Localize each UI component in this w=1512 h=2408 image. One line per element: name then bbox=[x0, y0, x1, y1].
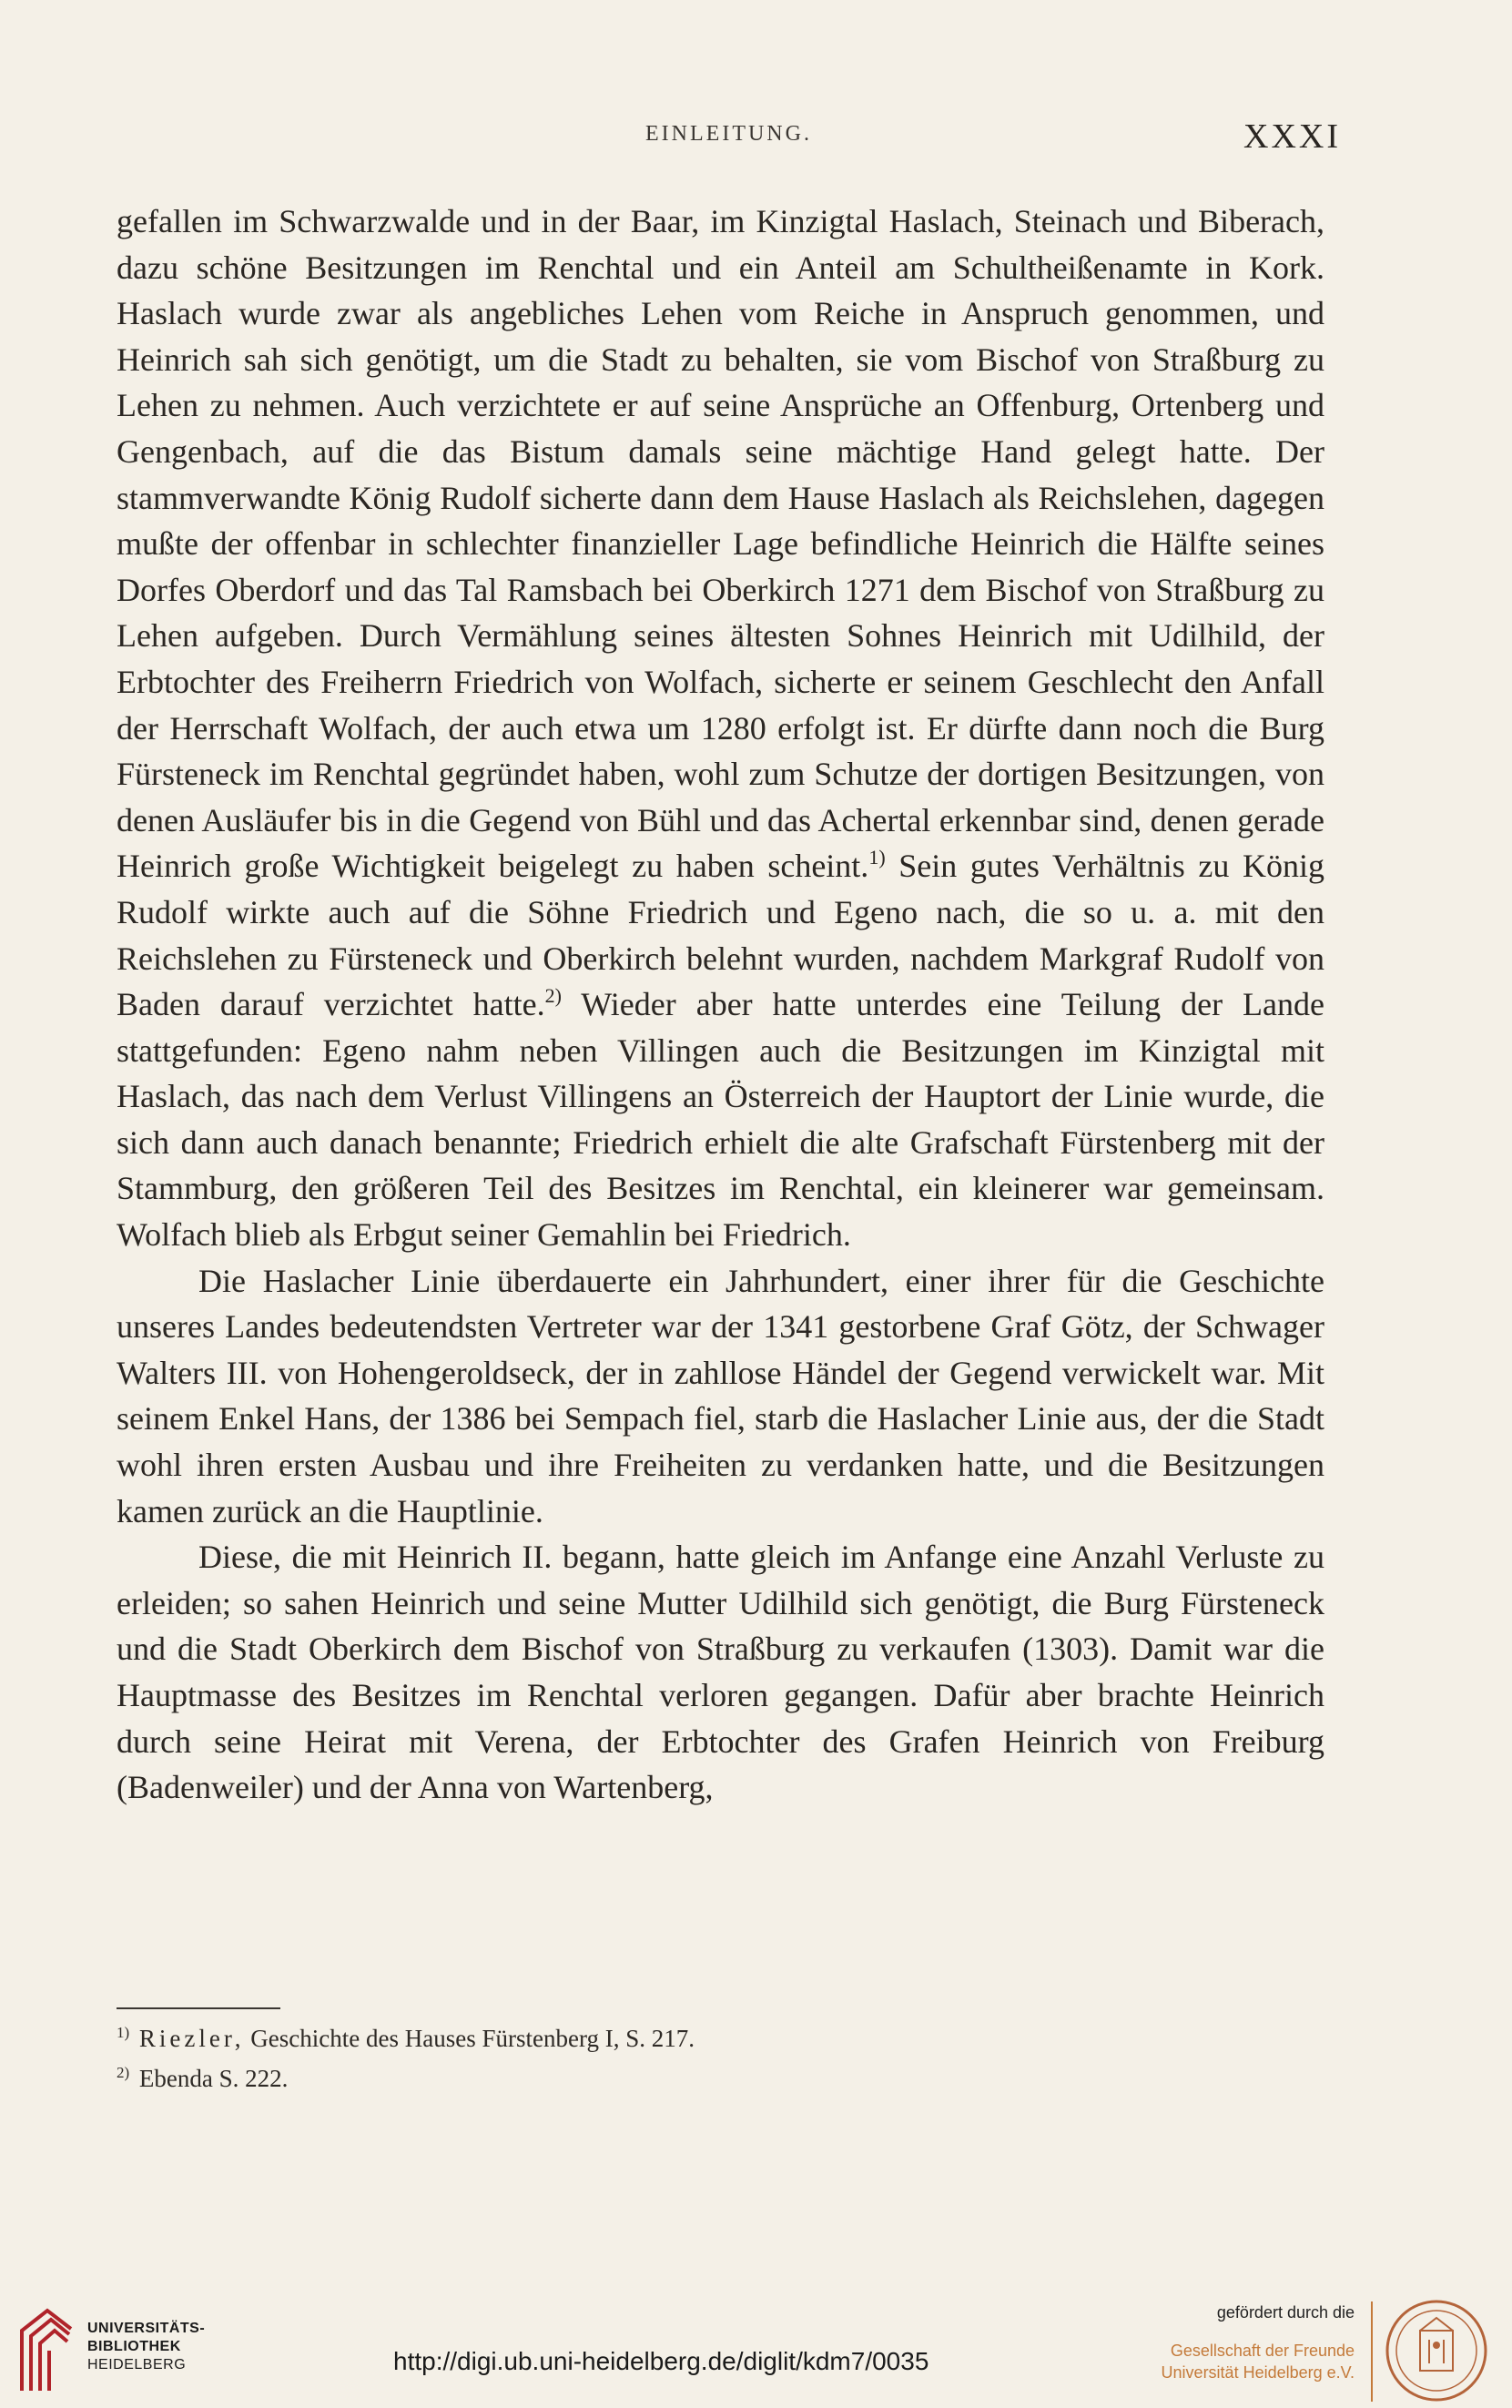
library-line-1: UNIVERSITÄTS- bbox=[87, 2321, 206, 2336]
footnote-reference[interactable]: 1) bbox=[868, 846, 886, 869]
paragraph-text: gefallen im Schwarzwalde und in der Baar, im Kinzigtal Haslach, Steinach und Biberach, dazu schöne Besitzungen im Renchtal und ein Anteil am Schultheißenamte in Kork. Haslach wurde zwar als angebliches Lehen vom Reiche in Anspruch genommen, und Heinrich sah sich genötigt, um die Stadt zu behalten, sie vom Bischof von Straßburg zu Lehen zu nehmen. Auch verzichtete er auf seine Ansprüche an Offenburg, Ortenberg und Gengenbach, auf die das Bistum damals seine mächtige Hand gelegt hatte. Der stammverwandte König Rudolf sicherte dann dem Hause Haslach als Reichslehen, dagegen mußte der offenbar in schlechter finanzieller Lage befindliche Heinrich die Hälfte seines Dorfes Oberdorf und das Tal Ramsbach bei Oberkirch 1271 dem Bischof von Straßburg zu Lehen aufgeben. Durch Vermählung seines ältesten Sohnes Heinrich mit Udilhild, der Erbtochter des Freiherrn Friedrich von Wolfach, sicherte er seinem Geschlecht den Anfall der Herrschaft Wolfach, der auch etwa um 1280 erfolgt ist. Er dürfte dann noch die Burg Fürsteneck im Renchtal gegründet haben, wohl zum Schutze der dortigen Besitzungen, von denen Ausläufer bis in die Gegend von Bühl und das Achertal erkennbar sind, denen gerade Heinrich große Wichtigkeit beigelegt zu haben scheint. bbox=[117, 203, 1324, 885]
permalink-url[interactable]: http://digi.ub.uni-heidelberg.de/diglit/kdm7/0035 bbox=[393, 2347, 929, 2375]
university-library-logo bbox=[15, 2303, 78, 2394]
footnotes bbox=[117, 2018, 1118, 2098]
footnote-mark: 1) bbox=[117, 2024, 130, 2041]
footnote-text: Geschichte des Hauses Fürstenberg I, S. 217. bbox=[250, 2025, 695, 2052]
library-line-3: HEIDELBERG bbox=[87, 2357, 187, 2372]
society-seal-icon bbox=[1382, 2298, 1491, 2403]
society-line-1: Gesellschaft der Freunde bbox=[1170, 2342, 1355, 2360]
body-text bbox=[117, 198, 1324, 1811]
paragraph-text: Diese, die mit Heinrich II. begann, hatte gleich im Anfange eine Anzahl Verluste zu erleiden; so sahen Heinrich und seine Mutter Udilhild sich genötigt, die Burg Fürsteneck und die Stadt Oberkirch dem Bischof von Straßburg zu verkaufen (1303). Damit war die Hauptmasse des Besitzes im Renchtal verloren gegangen. Dafür aber brachte Heinrich durch seine Heirat mit Verena, der Erbtochter des Grafen Heinrich von Freiburg (Badenweiler) und der Anna von Wartenberg, bbox=[117, 1539, 1324, 1806]
footnote-author: Riezler, bbox=[138, 2025, 245, 2052]
paragraph bbox=[117, 1534, 1324, 1811]
footnote-1 bbox=[117, 2018, 1118, 2058]
running-head: EINLEITUNG. bbox=[645, 122, 812, 146]
footer-divider bbox=[1371, 2301, 1373, 2402]
paragraph-text: Sein gutes Verhältnis zu König Rudolf wirkte auch auf die Söhne Friedrich und Egeno nach, die so u. a. mit den Reichslehen zu Fürsteneck und Oberkirch belehnt wurden, nachdem Markgraf Rudolf von Baden darauf verzichtet hatte. bbox=[117, 848, 1324, 1023]
funded-by-text: gefördert durch die bbox=[1216, 2303, 1355, 2322]
paragraph bbox=[117, 1258, 1324, 1535]
page-header bbox=[117, 117, 1341, 171]
society-line-2: Universität Heidelberg e.V. bbox=[1161, 2363, 1355, 2382]
paragraph-text: Wieder aber hatte unterdes eine Teilung der Lande stattgefunden: Egeno nahm neben Villingen auch die Besitzungen im Kinzigtal mit Haslach, das nach dem Verlust Villingens an Österreich der Hauptort der Linie wurde, die sich dann auch danach benannte; Friedrich erhielt die alte Grafschaft Fürstenberg mit der Stammburg, den größeren Teil des Besitzes im Renchtal, ein kleinerer war gemeinsam. Wolfach blieb als Erbgut seiner Gemahlin bei Friedrich. bbox=[117, 986, 1324, 1254]
library-line-2: BIBLIOTHEK bbox=[87, 2339, 181, 2354]
footnote-text: Ebenda S. 222. bbox=[138, 2065, 289, 2092]
footnote-mark: 2) bbox=[117, 2064, 130, 2081]
page-number: XXXI bbox=[1243, 117, 1341, 156]
footnote-reference[interactable]: 2) bbox=[544, 984, 562, 1008]
university-library-name bbox=[87, 2320, 205, 2374]
digitization-footer bbox=[0, 2285, 1512, 2406]
paragraph bbox=[117, 198, 1324, 1258]
footnote-2 bbox=[117, 2058, 1118, 2098]
paragraph-text: Die Haslacher Linie überdauerte ein Jahrhundert, einer ihrer für die Geschichte unseres Landes bedeutendsten Vertreter war der 1341 gestorbene Graf Götz, der Schwager Walters III. von Hohengeroldseck, der in zahllose Händel der Gegend verwickelt war. Mit seinem Enkel Hans, der 1386 bei Sempach fiel, starb die Haslacher Linie aus, der die Stadt wohl ihren ersten Ausbau und ihre Freiheiten zu verdanken hatte, und die Besitzungen kamen zurück an die Hauptlinie. bbox=[117, 1262, 1324, 1529]
footnote-rule bbox=[117, 2007, 280, 2009]
society-name bbox=[1138, 2340, 1355, 2383]
